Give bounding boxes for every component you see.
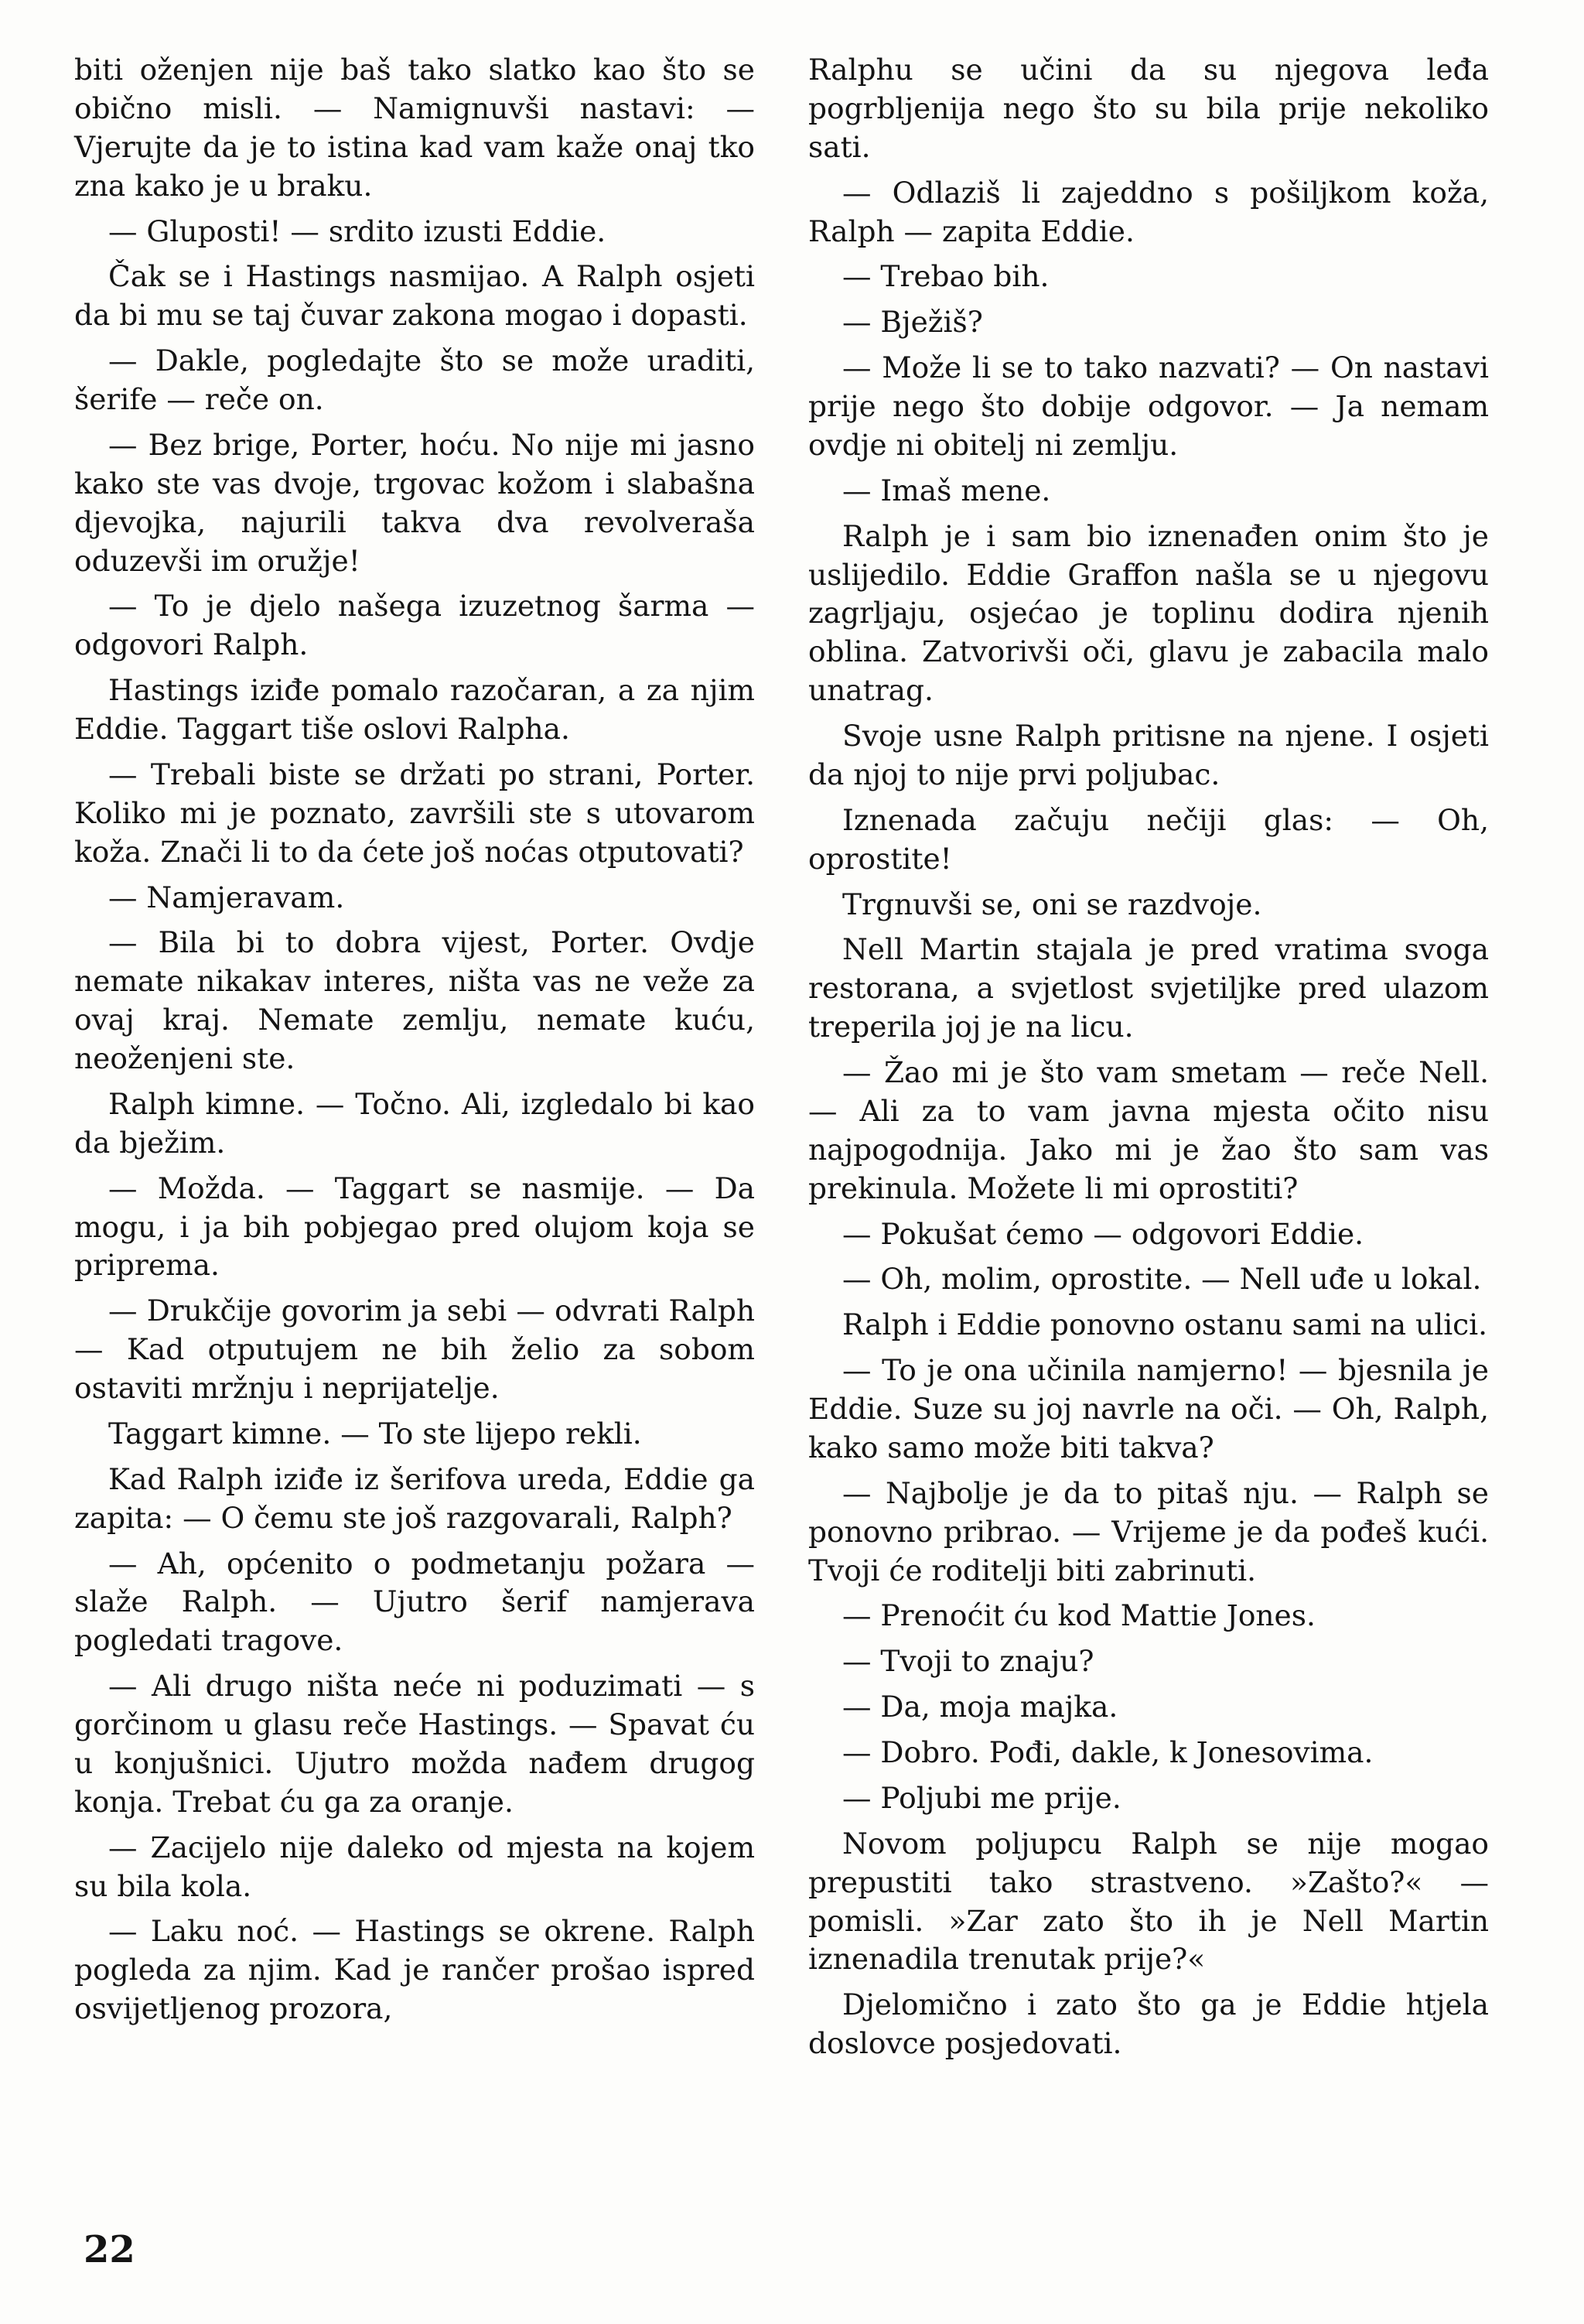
paragraph: Ralph kimne. — Točno. Ali, izgledalo bi kao da bježim. <box>74 1086 755 1160</box>
paragraph: — Trebao bih. <box>842 259 1050 294</box>
paragraph: — Može li se to tako nazvati? — On nastavi prije nego što dobije odgovor. — Ja nemam ovdje ni obitelj ni zemlju. <box>808 350 1489 462</box>
paragraph: — Bila bi to dobra vijest, Porter. Ovdje nemate nikakav interes, ništa vas ne veže za ovaj kraj. Nemate zemlju, nemate kuću, neoženjeni ste. <box>74 925 755 1075</box>
paragraph: Svoje usne Ralph pritisne na njene. I osjeti da njoj to nije prvi poljubac. <box>808 719 1489 791</box>
paragraph: Ralph je i sam bio iznenađen onim što je uslijedilo. Eddie Graffon našla se u njegovu zagrljaju, osjećao je toplinu dodira njenih oblina. Zatvorivši oči, glavu je zabacila malo unatrag. <box>808 518 1489 708</box>
paragraph: — Oh, molim, oprostite. — Nell uđe u lokal. <box>842 1262 1482 1297</box>
paragraph: — Trebali biste se držati po strani, Porter. Koliko mi je poznato, završili ste s utovarom koža. Znači li to da ćete još noćas otputovati? <box>74 757 755 869</box>
paragraph: — Ah, općenito o podmetanju požara — slaže Ralph. — Ujutro šerif namjerava pogledati tragove. <box>74 1546 755 1658</box>
paragraph: — Laku noć. — Hastings se okrene. Ralph pogleda za njim. Kad je rančer prošao ispred osvijetljenog prozora, <box>74 1914 755 2026</box>
paragraph: — Najbolje je da to pitaš nju. — Ralph se ponovno pribrao. — Vrijeme je da pođeš kući. Tvoji će roditelji biti zabrinuti. <box>808 1475 1489 1587</box>
paragraph: Kad Ralph iziđe iz šerifova ureda, Eddie ga zapita: — O čemu ste još razgovarali, Ralph? <box>74 1461 755 1535</box>
paragraph: Djelomično i zato što ga je Eddie htjela doslovce posjedovati. <box>808 1987 1489 2061</box>
paragraph: — To je ona učinila namjerno! — bjesnila je Eddie. Suze su joj navrle na oči. — Oh, Ralph, kako samo može biti takva? <box>808 1353 1489 1464</box>
paragraph: — Tvoji to znaju? <box>842 1644 1094 1679</box>
page-number: 22 <box>84 2228 135 2271</box>
paragraph: — Prenoćit ću kod Mattie Jones. <box>842 1598 1316 1633</box>
paragraph: — Bježiš? <box>842 305 983 340</box>
paragraph: — Gluposti! — srdito izusti Eddie. <box>108 214 606 248</box>
paragraph: — Poljubi me prije. <box>842 1780 1121 1815</box>
paragraph: Nell Martin stajala je pred vratima svoga restorana, a svjetlost svjetiljke pred ulazom treperila joj je na licu. <box>808 932 1489 1044</box>
paragraph: — Ali drugo ništa neće ni poduzimati — s gorčinom u glasu reče Hastings. — Spavat ću u konjušnici. Ujutro možda nađem drugog konja. Trebat ću ga za oranje. <box>74 1669 755 1819</box>
paragraph: — To je djelo našega izuzetnog šarma — odgovori Ralph. <box>74 589 755 662</box>
paragraph: — Da, moja majka. <box>842 1690 1118 1724</box>
paragraph: Ralphu se učini da su njegova leđa pogrbljenija nego što su bila prije nekoliko sati. <box>808 53 1489 164</box>
paragraph: — Imaš mene. <box>842 473 1051 508</box>
paragraph: Čak se i Hastings nasmijao. A Ralph osjeti da bi mu se taj čuvar zakona mogao i dopasti. <box>74 259 755 333</box>
paragraph: — Namjeravam. <box>108 880 345 914</box>
paragraph: — Žao mi je što vam smetam — reče Nell. — Ali za to vam javna mjesta očito nisu najpogodnija. Jako mi je žao što sam vas prekinula. Možete li mi oprostiti? <box>808 1055 1489 1205</box>
paragraph: biti oženjen nije baš tako slatko kao što se obično misli. — Namignuvši nastavi: — Vjerujte da je to istina kad vam kaže onaj tko zna kako je u braku. <box>74 53 755 203</box>
paragraph: — Pokušat ćemo — odgovori Eddie. <box>842 1216 1364 1251</box>
paragraph: — Možda. — Taggart se nasmije. — Da mogu, i ja bih pobjegao pred olujom koja se priprema. <box>74 1171 755 1283</box>
paragraph: — Odlaziš li zajeddno s pošiljkom koža, Ralph — zapita Eddie. <box>808 175 1489 248</box>
paragraph: Trgnuvši se, oni se razdvoje. <box>842 887 1262 921</box>
paragraph: — Bez brige, Porter, hoću. No nije mi jasno kako ste vas dvoje, trgovac kožom i slabašna djevojka, najurili takva dva revolveraša oduzevši im oružje! <box>74 427 755 578</box>
paragraph: Taggart kimne. — To ste lijepo rekli. <box>108 1416 642 1451</box>
paragraph: Novom poljupcu Ralph se nije mogao prepustiti tako strastveno. »Zašto?« — pomisli. »Zar zato što ih je Nell Martin iznenadila trenutak prije?« <box>808 1826 1489 1977</box>
paragraph: — Dakle, pogledajte što se može uraditi, šerife — reče on. <box>74 343 755 416</box>
text-column-left <box>74 51 755 2035</box>
paragraph: — Zacijelo nije daleko od mjesta na kojem su bila kola. <box>74 1830 755 1903</box>
paragraph: Iznenada začuju nečiji glas: — Oh, oprostite! <box>808 802 1489 876</box>
paragraph: — Drukčije govorim ja sebi — odvrati Ralph — Kad otputujem ne bih želio za sobom ostaviti mržnju i neprijatelje. <box>74 1294 755 1405</box>
paragraph: Ralph i Eddie ponovno ostanu sami na ulici. <box>842 1307 1488 1342</box>
paragraph: — Dobro. Pođi, dakle, k Jonesovima. <box>842 1735 1374 1769</box>
text-column-right <box>808 51 1489 2070</box>
paragraph: Hastings iziđe pomalo razočaran, a za njim Eddie. Taggart tiše oslovi Ralpha. <box>74 673 755 746</box>
